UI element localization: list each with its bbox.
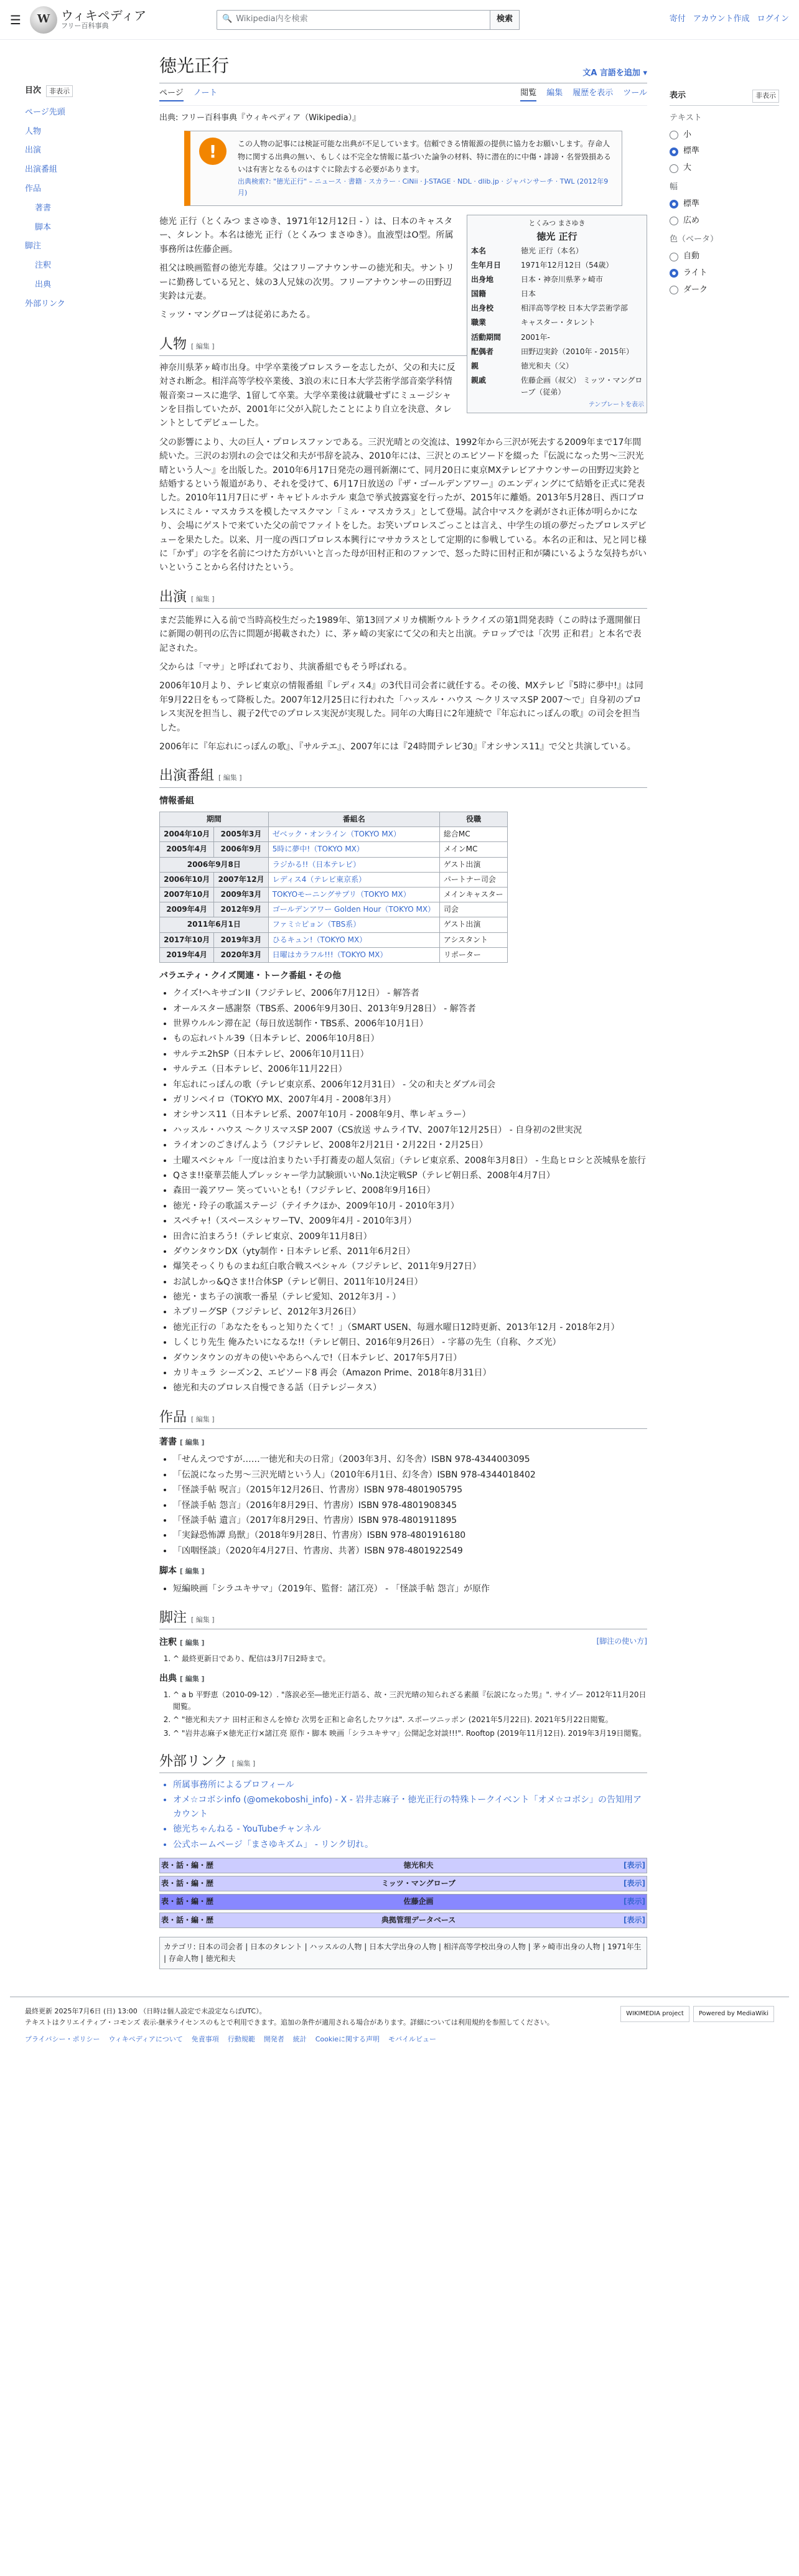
- infobox-value: 2001年-: [521, 332, 550, 342]
- table-row: [160, 842, 508, 857]
- external-link[interactable]: • 所属事務所によるプロフィール: [173, 1778, 647, 1792]
- list-item: • ダウンタウンDX（yty制作・日本テレビ系、2011年6月2日）: [173, 1245, 647, 1258]
- footer-link[interactable]: モバイルビュー: [388, 2035, 437, 2044]
- program-role: リポーター: [439, 947, 507, 962]
- footer-link[interactable]: Cookieに関する声明: [315, 2035, 380, 2044]
- infobox-value: キャスター・タレント: [521, 318, 596, 327]
- user-links: [670, 13, 789, 26]
- search-input[interactable]: [217, 10, 490, 30]
- external-link[interactable]: • オメ☆コボシinfo (@omekoboshi_info) - X - 岩井志麻子・徳光正行の特殊トークイベント「オメ☆コボシ」の告知用アカウント: [173, 1793, 647, 1821]
- infobox-key: 活動期間: [471, 332, 502, 342]
- infobox-row: [470, 258, 644, 273]
- color-option[interactable]: [670, 250, 779, 263]
- infobox-value: 徳光 正行（本名）: [521, 246, 583, 255]
- notes-help-link[interactable]: [脚注の使い方]: [596, 1637, 647, 1646]
- footer: [10, 1997, 789, 2054]
- list-item: • 徳光・まち子の演歌一番星（テレビ愛知、2012年3月 - ）: [173, 1290, 647, 1304]
- toc-item[interactable]: 脚本: [35, 222, 52, 232]
- infobox: [467, 215, 647, 413]
- radio-icon[interactable]: [670, 286, 678, 294]
- programs-table: [159, 812, 508, 963]
- list-item: • サルテエ2hSP（日本テレビ、2006年10月11日）: [173, 1047, 647, 1061]
- program-role: 総合MC: [439, 827, 507, 842]
- tab-page[interactable]: ページ: [159, 87, 184, 101]
- books-list: [159, 1453, 647, 1558]
- period-end: 2012年9月: [214, 902, 268, 917]
- infobox-value: 佐藤企画（叔父） ミッツ・マングローブ（従弟）: [521, 376, 643, 397]
- navbox-title[interactable]: 典拠管理データベース: [381, 1915, 456, 1924]
- navbox-title[interactable]: 徳光和夫: [403, 1860, 434, 1870]
- toc-item[interactable]: 注釈: [35, 261, 52, 271]
- list-item: • 爆笑そっくりものまね紅白歌合戦スペシャル（フジテレビ、2011年9月27日）: [173, 1260, 647, 1273]
- infobox-row: [470, 287, 644, 301]
- list-item: • オシサンス11（日本テレビ系、2007年10月 - 2008年9月、準レギュラー）: [173, 1108, 647, 1122]
- list-item: • 徳光和夫のプロレス自慢できる話（日テレジータス）: [173, 1381, 647, 1395]
- section-heading-works: 作品 [ 編集 ]: [159, 1407, 647, 1429]
- toc-item[interactable]: 脚注: [25, 241, 42, 251]
- table-row: [160, 947, 508, 962]
- section-heading-appear: 出演 [ 編集 ]: [159, 586, 647, 609]
- table-row: [160, 827, 508, 842]
- login-link[interactable]: ログイン: [757, 14, 789, 24]
- subheading-notes: 注釈 [ 編集 ] [脚注の使い方]: [159, 1636, 647, 1649]
- toc-item[interactable]: 出演番組: [25, 165, 58, 175]
- program-role: ゲスト出演: [439, 917, 507, 932]
- table-row: [160, 887, 508, 902]
- tab-tools[interactable]: ツール: [623, 88, 647, 98]
- infobox-row: [470, 316, 644, 330]
- navbox-title[interactable]: ミッツ・マングローブ: [381, 1879, 456, 1888]
- infobox-key: 配偶者: [471, 347, 494, 356]
- wikimedia-badge[interactable]: WIKIMEDIA project: [620, 2006, 689, 2022]
- period-start: 2019年4月: [160, 947, 214, 962]
- external-links-list: [159, 1778, 647, 1852]
- col-program: 番組名: [268, 812, 439, 827]
- program-name[interactable]: ファミ☆ピョン（TBS系）: [268, 917, 439, 932]
- width-label: 広め: [683, 215, 700, 225]
- navbox: [159, 1876, 647, 1891]
- text-size-label: 標準: [683, 146, 700, 156]
- toc-item[interactable]: 外部リンク: [25, 299, 65, 309]
- period-start: 2004年10月: [160, 827, 214, 842]
- navbox-vte[interactable]: 表・話・編・歴: [161, 1915, 214, 1924]
- site-logo[interactable]: [30, 6, 192, 34]
- footer-link[interactable]: ウィキペディアについて: [108, 2035, 183, 2044]
- edit-link[interactable]: [ 編集 ]: [218, 774, 242, 782]
- tab-edit[interactable]: 編集: [546, 88, 563, 98]
- program-role: 司会: [439, 902, 507, 917]
- infobox-key: 生年月日: [471, 260, 502, 269]
- radio-icon[interactable]: [670, 164, 678, 173]
- infobox-value: 田野辺実鈴（2010年 - 2015年）: [521, 347, 634, 356]
- wikipedia-globe-icon: W: [30, 6, 57, 34]
- mediawiki-badge[interactable]: Powered by MediaWiki: [693, 2006, 774, 2022]
- navbox: [159, 1894, 647, 1909]
- navbox-toggle[interactable]: [表示]: [624, 1879, 645, 1888]
- notice-text: この人物の記事には検証可能な出典が不足しています。信頼できる情報源の提供に協力をお願いします。存命人物に関する出典の無い、もしくは不完全な情報に基づいた論争の材料、特に潜在的に中傷・誹謗・名誉毀損あるいは有害となるものはすぐに除去する必要があります。: [238, 139, 612, 174]
- table-of-contents: [10, 40, 147, 1978]
- list-item: • ネプリーグSP（フジテレビ、2012年3月26日）: [173, 1305, 647, 1319]
- navbox-toggle[interactable]: [表示]: [624, 1897, 645, 1906]
- radio-icon[interactable]: [670, 200, 678, 208]
- list-item: • 徳光・玲子の歌謡ステージ（テイチクほか、2009年10月 - 2010年3月）: [173, 1199, 647, 1213]
- infobox-value: 徳光和夫（父）: [521, 362, 574, 371]
- period-end: 2009年3月: [214, 887, 268, 902]
- list-item: • 年忘れにっぽんの歌（テレビ東京系、2006年12月31日） - 父の和夫とダブル司会: [173, 1078, 647, 1092]
- list-item: • ガリンペイロ（TOKYO MX、2007年4月 - 2008年3月）: [173, 1093, 647, 1107]
- main-content: [147, 40, 665, 1978]
- color-label: 色（ベータ）: [670, 235, 719, 245]
- radio-icon[interactable]: [670, 217, 678, 225]
- tab-talk[interactable]: ノート: [193, 88, 218, 98]
- list-item: • 「怪談手帖 怨言」（2016年8月29日、竹書房）ISBN 978-4801908345: [173, 1499, 647, 1512]
- infobox-key: 国籍: [471, 289, 487, 299]
- tab-history[interactable]: 履歴を表示: [572, 88, 614, 98]
- program-name[interactable]: 5時に夢中!（TOKYO MX）: [268, 842, 439, 857]
- tab-read[interactable]: 閲覧: [520, 87, 536, 101]
- table-row: [160, 917, 508, 932]
- list-item: • スペチャ!（スペースシャワーTV、2009年4月 - 2010年3月）: [173, 1214, 647, 1228]
- list-item: • クイズ!ヘキサゴンII（フジテレビ、2006年7月12日） - 解答者: [173, 986, 647, 1000]
- text-size-label: 大: [683, 163, 692, 173]
- navbox-vte[interactable]: 表・話・編・歴: [161, 1897, 214, 1906]
- list-item: • ダウンタウンのガキの使いやあらへんで!（日本テレビ、2017年5月7日）: [173, 1351, 647, 1365]
- program-name[interactable]: ラジかる!!（日本テレビ）: [268, 857, 439, 872]
- table-row: [160, 932, 508, 947]
- period-start: 2009年4月: [160, 902, 214, 917]
- source-search-links[interactable]: 出典検索?: "徳光正行" – ニュース · 書籍 · スカラー · CiNii · J-STAGE · NDL · dlib.jp · ジャパンサーチ · TWL (2012年9月): [238, 177, 609, 197]
- width-option[interactable]: [670, 215, 779, 228]
- color-label: 自動: [683, 251, 700, 261]
- toc-item[interactable]: 作品: [25, 184, 42, 194]
- section-heading-notes: 脚注 [ 編集 ]: [159, 1607, 647, 1629]
- navbox: [159, 1858, 647, 1873]
- text-size-option[interactable]: [670, 129, 779, 142]
- navbox-vte[interactable]: 表・話・編・歴: [161, 1860, 214, 1870]
- text-size-label: 小: [683, 129, 692, 139]
- infobox-key: 親戚: [471, 376, 487, 385]
- infobox-row: [470, 330, 644, 345]
- external-link[interactable]: • 徳光ちゃんねる - YouTubeチャンネル: [173, 1822, 647, 1836]
- text-size-option[interactable]: [670, 162, 779, 175]
- categories-box[interactable]: カテゴリ: 日本の司会者 | 日本のタレント | ハッスルの人物 | 日本大学出身の人物 | 相洋高等学校出身の人物 | 茅ヶ崎市出身の人物 | 1971年生 | 存命人物 | 徳光和夫: [159, 1937, 647, 1969]
- toc-item[interactable]: 人物: [25, 126, 42, 136]
- appear-paragraph: まだ芸能界に入る前で当時高校生だった1989年、第13回アメリカ横断ウルトラクイズの第1問発表時（この時は予選開催日に新聞の朝刊の広告に問題が掲載された）に、茅ヶ崎の実家にて父の和夫と出演。テロップでは「次男 正和君」と本名で表記された。: [159, 615, 642, 653]
- intro-paragraph: ミッツ・マングローブは従弟にあたる。: [159, 310, 315, 321]
- subheading-script: 脚本 [ 編集 ]: [159, 1566, 205, 1576]
- section-heading-external: 外部リンク [ 編集 ]: [159, 1751, 647, 1773]
- list-item: • Qさま!!豪華芸能人プレッシャー学力試験頭いいNo.1決定戦SP（テレビ朝日系、2008年4月7日）: [173, 1169, 647, 1183]
- section-heading-programs: 出演番組 [ 編集 ]: [159, 765, 647, 787]
- period-end: 2005年3月: [214, 827, 268, 842]
- infobox-value: 相洋高等学校 日本大学芸術学部: [521, 304, 628, 313]
- search-button[interactable]: 検索: [490, 10, 520, 30]
- color-option[interactable]: [670, 267, 779, 280]
- infobox-row: [470, 373, 644, 400]
- width-label: 幅: [670, 182, 678, 192]
- infobox-name: 徳光 正行: [536, 230, 577, 242]
- footer-link[interactable]: プライバシー・ポリシー: [25, 2035, 100, 2044]
- donate-link[interactable]: 寄付: [669, 14, 686, 24]
- program-name[interactable]: ひるキュン!（TOKYO MX）: [268, 932, 439, 947]
- infobox-value: 1971年12月12日（54歳）: [521, 260, 614, 269]
- width-option[interactable]: [670, 198, 779, 211]
- infobox-key: 本名: [471, 246, 487, 255]
- list-item: • 田舎に泊まろう!（テレビ東京、2009年11月8日）: [173, 1230, 647, 1244]
- appear-paragraph: 父からは「マサ」と呼ばれており、共演番組でもそう呼ばれる。: [159, 662, 412, 673]
- list-item: • 「実録恐怖譚 鳥獣」（2018年9月28日、竹書房）ISBN 978-4801916180: [173, 1529, 647, 1542]
- program-name[interactable]: TOKYOモーニングサプリ（TOKYO MX）: [268, 887, 439, 902]
- person-paragraph: 父の影響により、大の巨人・プロレスファンである。三沢光晴との交流は、1992年から三沢が死去する2009年まで17年間続いた。三沢のお別れの会では父和夫が弔辞を読み、2010年には、三沢とのエピソードを綴った『伝説になった男～三沢光晴という人～』を出版した。2010年6月17日発売の週刊新潮にて、同月20日に東京MXテレビアナウンサーの田野辺実鈴と結婚するという報道があり、それを受けて、6月17日放送の『ザ・ゴールデンアワー』のエンディングにて結婚を正式に発表した。2010年11月7日にザ・キャピトルホテル 東急で挙式披露宴を行ったが、2015年に離婚。2013年5月28日、西口プロレスにミル・マスカラスを模したマスクマン「ミル・マスカラス」として登場。試合中マスクを剥がされ正体が明らかになり、会場にゲストで来ていた父の前でファイトをした。お笑いプロレスごっことは言え、中学生の頃の夢だったプロレスデビューを果たした。以来、月一度の西口プロレス本興行にマサカラスとして定期的に参戦している。本名の正和は、兄と同じ様に「かず」の字を名前につけた方がいいと言った母が田村正和のファンで、怒った時に田村正和が隣にいるような気持ちがいいということから名付けたという。: [159, 437, 647, 573]
- variety-list: [159, 986, 647, 1395]
- color-label: ライト: [683, 268, 708, 278]
- list-item: • 「怪談手帖 呪言」（2015年12月26日、竹書房）ISBN 978-4801905795: [173, 1483, 647, 1497]
- program-name[interactable]: レディス4（テレビ東京系）: [268, 872, 439, 887]
- period-end: 2006年9月: [214, 842, 268, 857]
- navbox-header: [160, 1858, 647, 1873]
- infobox-row: [470, 345, 644, 359]
- list-item: • もの忘れバトル39（日本テレビ、2006年10月8日）: [173, 1032, 647, 1046]
- infobox-row: [470, 359, 644, 373]
- footer-link[interactable]: 行動規範: [227, 2035, 255, 2044]
- infobox-row: [470, 273, 644, 287]
- table-row: [160, 857, 508, 872]
- toc-item[interactable]: 出典: [35, 279, 52, 289]
- edit-link[interactable]: [ 編集 ]: [179, 1639, 205, 1647]
- list-item: • 徳光正行の「あなたをもっと知りたくて！」（SMART USEN、毎週水曜日12時更新、2013年12月 - 2018年2月）: [173, 1321, 647, 1334]
- list-item: • お試しかっ&Qさま!!合体SP（テレビ朝日、2011年10月24日）: [173, 1275, 647, 1289]
- color-label: ダーク: [683, 284, 708, 294]
- section-heading-person: 人物 [ 編集 ]: [159, 334, 647, 356]
- last-updated: 最終更新 2025年7月6日 (日) 13:00 （日時は個人設定で未設定ならばUTC）。: [25, 2007, 266, 2016]
- list-item: • 「伝説になった男～三沢光晴という人」（2010年6月1日、幻冬舎）ISBN 978-4344018402: [173, 1468, 647, 1482]
- navbox-toggle[interactable]: [表示]: [624, 1915, 645, 1924]
- search-form: [217, 10, 520, 30]
- edit-link[interactable]: [ 編集 ]: [179, 1674, 205, 1683]
- text-size-label: テキスト: [670, 113, 702, 123]
- col-period: 期間: [160, 812, 269, 827]
- license-text: テキストはクリエイティブ・コモンズ 表示-継承ライセンスのもとで利用できます。追加の条件が適用される場合があります。詳細については利用規約を参照してください。: [25, 2018, 554, 2026]
- search-placeholder: Wikipedia内を検索: [236, 14, 308, 24]
- appearance-hide-button[interactable]: 非表示: [752, 90, 779, 103]
- footer-link[interactable]: 開発者: [263, 2035, 284, 2044]
- program-role: ゲスト出演: [439, 857, 507, 872]
- list-item: • 「怪談手帖 遺言」（2017年8月29日、竹書房）ISBN 978-4801911895: [173, 1514, 647, 1527]
- navbox-header: [160, 1876, 647, 1891]
- navbox: [159, 1913, 647, 1928]
- subheading-books: 著書 [ 編集 ]: [159, 1437, 205, 1447]
- infobox-kana: とくみつ まさゆき: [528, 218, 586, 227]
- toc-hide-button[interactable]: 非表示: [46, 85, 73, 98]
- footer-link[interactable]: 統計: [292, 2035, 307, 2044]
- navbox-vte[interactable]: 表・話・編・歴: [161, 1879, 214, 1888]
- list-item: • 「凶咽怪談」（2020年4月27日、竹書房、共著）ISBN 978-4801922549: [173, 1544, 647, 1558]
- infobox-key: 職業: [471, 318, 487, 327]
- create-account-link[interactable]: アカウント作成: [693, 14, 750, 24]
- program-role: アシスタント: [439, 932, 507, 947]
- intro-paragraph: 祖父は映画監督の徳光寿雄。父はフリーアナウンサーの徳光和夫。サントリーに勤務している兄と、妹の3人兄妹の次男。フリーアナウンサーの田野辺実鈴は元妻。: [159, 263, 455, 301]
- site-tagline: フリー百科事典: [61, 22, 109, 30]
- edit-link[interactable]: [ 編集 ]: [179, 1438, 205, 1446]
- toc-item[interactable]: 著書: [35, 203, 52, 213]
- list-item: • しくじり先生 俺みたいになるな!!（テレビ朝日、2016年9月26日） - 字幕の先生（自称、クズ光）: [173, 1336, 647, 1349]
- list-item: • 「せんえつですが……一徳光和夫の日常」（2003年3月、幻冬舎）ISBN 978-4344003095: [173, 1453, 647, 1466]
- reference-item: 1. ^ a b 平野恵（2010-09-12）. "落涙必至―徳光正行語る、故・三沢光晴の知られざる素顔『伝説になった男』". サイゾー 2012年11月20日閲覧。: [173, 1689, 647, 1713]
- search-icon: 🔍: [222, 14, 233, 24]
- page-source-note: 出典: フリー百科事典『ウィキペディア（Wikipedia）』: [159, 113, 361, 123]
- reference-item: 3. ^ "岩井志麻子×徳光正行×諸江亮 原作・脚本 映画「シラユキサマ」公開記念対談!!!". Rooftop (2019年11月12日). 2019年3月19日閲覧。: [173, 1728, 647, 1740]
- program-role: メインキャスター: [439, 887, 507, 902]
- text-size-option[interactable]: [670, 145, 779, 158]
- list-item: • オールスター感謝祭（TBS系、2006年9月30日、2013年9月28日） - 解答者: [173, 1002, 647, 1016]
- infobox-row: [470, 244, 644, 258]
- note-item: 1. ^ 最終更新日であり、配信は3月7日2時まで。: [173, 1653, 647, 1665]
- program-role: メインMC: [439, 842, 507, 857]
- infobox-value: 日本: [521, 289, 536, 299]
- infobox-value: 日本・神奈川県茅ヶ崎市: [521, 274, 604, 284]
- period-end: 2007年12月: [214, 872, 268, 887]
- edit-link[interactable]: [ 編集 ]: [191, 1415, 215, 1423]
- period-cell: 2011年6月1日: [160, 917, 269, 932]
- reference-item: 2. ^ "徳光和夫アナ 田村正和さんを悼む 次男を正和と命名したワケは". スポーツニッポン (2021年5月22日). 2021年5月22日閲覧。: [173, 1714, 647, 1726]
- list-item: • 土曜スペシャル「一度は泊まりたい手打蕎麦の超人気宿」（テレビ東京系、2008年3月8日） - 生島ヒロシと茨城県を旅行: [173, 1154, 647, 1168]
- list-item: • 森田一義アワー 笑っていいとも!（フジテレビ、2008年9月16日）: [173, 1184, 647, 1197]
- period-cell: 2006年9月8日: [160, 857, 269, 872]
- site-name: ウィキペディア: [61, 8, 147, 24]
- color-option[interactable]: [670, 284, 779, 297]
- intro-paragraph: 徳光 正行（とくみつ まさゆき、1971年12月12日 - ）は、日本のキャスター、タレント。本名は徳光 正行（とくみつ まさゆき）。血液型はO型。所属事務所は佐藤企画。: [159, 216, 454, 255]
- page-tabs: [159, 83, 647, 106]
- list-item: • 世界ウルルン滞在記（毎日放送制作・TBS系、2006年10月1日）: [173, 1017, 647, 1031]
- edit-link[interactable]: [ 編集 ]: [191, 1615, 215, 1624]
- edit-link[interactable]: [ 編集 ]: [191, 342, 215, 350]
- external-link[interactable]: • 公式ホームページ「まさゆキズム」 - リンク切れ。: [173, 1838, 647, 1852]
- program-role: パートナー司会: [439, 872, 507, 887]
- subheading-variety: バラエティ・クイズ関連・トーク番組・その他: [159, 970, 342, 981]
- list-item: • ライオンのごきげんよう（フジテレビ、2008年2月21日・2月22日・2月25日）: [173, 1138, 647, 1152]
- page-title: 徳光正行: [159, 55, 230, 76]
- edit-link[interactable]: [ 編集 ]: [231, 1759, 256, 1768]
- infobox-key: 出身校: [471, 304, 494, 313]
- width-label: 標準: [683, 199, 700, 208]
- list-item: • ハッスル・ハウス ～クリスマスSP 2007（CS放送 サムライTV、2007年12月25日） - 自身初の2世実況: [173, 1123, 647, 1137]
- program-name[interactable]: ゴールデンアワー Golden Hour（TOKYO MX）: [268, 902, 439, 917]
- appear-paragraph: 2006年に『年忘れにっぽんの歌』、『サルテエ』、2007年には『24時間テレビ30』『オシサンス11』で父と共演している。: [159, 742, 636, 752]
- infobox-key: 出身地: [471, 274, 494, 284]
- table-row: [160, 872, 508, 887]
- radio-icon[interactable]: [670, 253, 678, 261]
- table-row: [160, 902, 508, 917]
- navbox-toggle[interactable]: [表示]: [624, 1860, 645, 1870]
- add-languages-button[interactable]: 文A 言語を追加 ▾: [582, 68, 647, 78]
- program-name[interactable]: 日曜はカラフル!!!（TOKYO MX）: [268, 947, 439, 962]
- period-end: 2019年3月: [214, 932, 268, 947]
- toc-item[interactable]: 出演: [25, 146, 42, 156]
- radio-icon[interactable]: [670, 148, 678, 156]
- person-paragraph: 神奈川県茅ヶ崎市出身。中学卒業後プロレスラーを志したが、父の和夫に反対され断念。相洋高等学校卒業後、3浪の末に日本大学芸術学部音楽学科情報音楽コースに進学、1留して卒業。大学卒業後は就職せずにミュージシャンを目指していたが、2001年に父が入院したことにより自立を決意、タレントとしてデビューした。: [159, 362, 456, 429]
- period-start: 2017年10月: [160, 932, 214, 947]
- appearance-title: 表示: [670, 91, 686, 100]
- navbox-header: [160, 1913, 647, 1927]
- list-item: • 短編映画「シラユキサマ」（2019年、監督：諸江亮） - 「怪談手帖 怨言」が原作: [173, 1582, 647, 1596]
- appear-paragraph: 2006年10月より、テレビ東京の情報番組『レディス4』の3代目司会者に就任する。その後、MXテレビ『5時に夢中!』は同年9月22日をもって降板した。2007年12月25日に行われた「ハッスル・ハウス ～クリスマスSP 2007～で」自身初のプロレス実況を担当し、親子2代でのプロレス実況が実現した。同年の大晦日に2年連続で『年忘れにっぽんの歌』の司会を担当した。: [159, 681, 643, 733]
- appearance-panel: [665, 40, 789, 1978]
- edit-link[interactable]: [ 編集 ]: [179, 1567, 205, 1576]
- subheading-info-programs: 情報番組: [159, 795, 194, 806]
- radio-icon[interactable]: [670, 131, 678, 139]
- program-name[interactable]: ゼベック・オンライン（TOKYO MX）: [268, 827, 439, 842]
- navbox-title[interactable]: 佐藤企画: [403, 1897, 434, 1906]
- period-start: 2007年10月: [160, 887, 214, 902]
- period-start: 2006年10月: [160, 872, 214, 887]
- infobox-key: 親: [471, 362, 479, 371]
- list-item: • カリキュラ シーズン2、エピソード8 再会（Amazon Prime、2018年8月31日）: [173, 1366, 647, 1380]
- radio-icon[interactable]: [670, 269, 678, 278]
- edit-link[interactable]: [ 編集 ]: [191, 594, 215, 603]
- period-end: 2020年3月: [214, 947, 268, 962]
- warning-icon: !: [199, 138, 227, 165]
- period-start: 2005年4月: [160, 842, 214, 857]
- template-link[interactable]: テンプレートを表示: [588, 401, 644, 408]
- maintenance-notice: [184, 131, 622, 206]
- footer-link[interactable]: 免責事項: [191, 2035, 219, 2044]
- list-item: • サルテエ（日本テレビ、2006年11月22日）: [173, 1062, 647, 1076]
- toc-item[interactable]: ページ先頭: [25, 107, 65, 117]
- toc-title: 目次: [25, 86, 42, 95]
- navbox-header: [160, 1895, 647, 1909]
- menu-icon[interactable]: ☰: [10, 12, 21, 27]
- col-role: 役職: [439, 812, 507, 827]
- subheading-refs: 出典 [ 編集 ]: [159, 1673, 205, 1684]
- header: [0, 0, 799, 40]
- infobox-row: [470, 301, 644, 316]
